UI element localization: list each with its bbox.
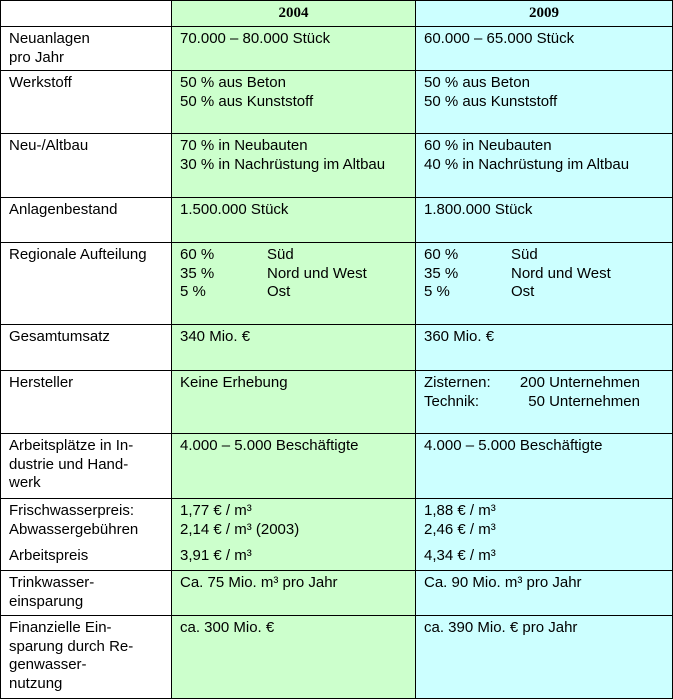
row-arbeitsplaetze [1, 434, 673, 499]
row-label: Neu-/Altbau [1, 134, 172, 198]
row-wasserpreise [1, 499, 673, 571]
header-2009: 2009 [416, 1, 673, 27]
row-label: Frischwasserpreis: Abwassergebühren Arbeitspreis [1, 499, 172, 571]
value-2004: ca. 300 Mio. € [172, 616, 416, 699]
row-label: Regionale Aufteilung [1, 243, 172, 325]
manufacturer-line: Technik: 50 Unternehmen [424, 392, 640, 410]
row-label: Finanzielle Ein- sparung durch Re- genwasser- nutzung [1, 616, 172, 699]
row-label: Arbeitsplätze in In- dustrie und Hand- werk [1, 434, 172, 499]
value-2009: 60 % in Neubauten 40 % in Nachrüstung im Altbau [416, 134, 673, 198]
value-2009: 4.000 – 5.000 Beschäftigte [416, 434, 673, 499]
row-label: Werkstoff [1, 71, 172, 134]
value-2004: Ca. 75 Mio. m³ pro Jahr [172, 571, 416, 616]
region-line: 5 % Ost [180, 283, 291, 300]
value-2009: 360 Mio. € [416, 325, 673, 371]
value-2004 [172, 243, 416, 325]
value-2004: 50 % aus Beton 50 % aus Kunststoff [172, 71, 416, 134]
value-2004: Keine Erhebung [172, 371, 416, 434]
row-trinkwasser [1, 571, 673, 616]
row-label: Trinkwasser- einsparung [1, 571, 172, 616]
row-label: Hersteller [1, 371, 172, 434]
region-line: 5 % Ost [424, 283, 535, 300]
row-neu-altbau [1, 134, 673, 198]
value-2009: 1,88 € / m³ 2,46 € / m³ 4,34 € / m³ [416, 499, 673, 571]
value-2009: 60.000 – 65.000 Stück [416, 27, 673, 71]
value-2009: 50 % aus Beton 50 % aus Kunststoff [416, 71, 673, 134]
value-2004: 340 Mio. € [172, 325, 416, 371]
value-2009: Ca. 90 Mio. m³ pro Jahr [416, 571, 673, 616]
header-blank-cell [1, 1, 172, 27]
row-label: Anlagenbestand [1, 198, 172, 243]
row-finanzielle-einsparung [1, 616, 673, 699]
value-2004: 1,77 € / m³ 2,14 € / m³ (2003) 3,91 € / m³ [172, 499, 416, 571]
row-werkstoff [1, 71, 673, 134]
region-line: 35 % Nord und West [180, 264, 367, 282]
value-2009 [416, 371, 673, 434]
region-line: 60 % Süd [424, 246, 538, 263]
header-row [1, 1, 673, 27]
region-line: 60 % Süd [180, 246, 294, 263]
manufacturer-line: Zisternen: 200 Unternehmen [424, 374, 640, 391]
row-regionale-aufteilung [1, 243, 673, 325]
row-neuanlagen [1, 27, 673, 71]
row-anlagenbestand [1, 198, 673, 243]
value-2004: 4.000 – 5.000 Beschäftigte [172, 434, 416, 499]
value-2004: 1.500.000 Stück [172, 198, 416, 243]
row-hersteller [1, 371, 673, 434]
header-2004: 2004 [172, 1, 416, 27]
row-label: Neuanlagen pro Jahr [1, 27, 172, 71]
row-label: Gesamtumsatz [1, 325, 172, 371]
region-line: 35 % Nord und West [424, 264, 611, 282]
row-gesamtumsatz [1, 325, 673, 371]
value-2009: ca. 390 Mio. € pro Jahr [416, 616, 673, 699]
value-2004: 70.000 – 80.000 Stück [172, 27, 416, 71]
value-2009 [416, 243, 673, 325]
value-2004: 70 % in Neubauten 30 % in Nachrüstung im Altbau [172, 134, 416, 198]
value-2009: 1.800.000 Stück [416, 198, 673, 243]
